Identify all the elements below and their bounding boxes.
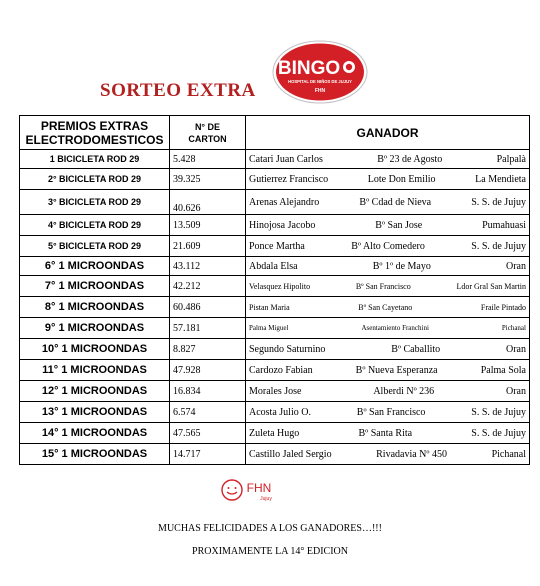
carton-cell: 5.428 bbox=[170, 150, 246, 169]
winner-cell bbox=[246, 276, 530, 297]
carton-cell: 16.834 bbox=[170, 381, 246, 402]
winner-cell bbox=[246, 423, 530, 444]
prize-cell: 4° BICICLETA ROD 29 bbox=[20, 215, 170, 236]
winner-city: S. S. de Jujuy bbox=[471, 406, 526, 418]
winner-cell bbox=[246, 318, 530, 339]
prize-cell: 3° BICICLETA ROD 29 bbox=[20, 190, 170, 215]
winner-city: S. S. de Jujuy bbox=[471, 196, 526, 208]
carton-cell: 40.626 bbox=[170, 190, 246, 215]
table-row bbox=[20, 236, 530, 257]
logo-mark: FHN bbox=[314, 88, 326, 94]
table-row bbox=[20, 381, 530, 402]
column-header-carton-line1: N° DE bbox=[194, 121, 221, 132]
column-header-winner: GANADOR bbox=[246, 116, 530, 150]
column-header-prize: PREMIOS EXTRAS ELECTRODOMESTICOS bbox=[20, 116, 170, 150]
next-edition-text: PROXIMAMENTE LA 14° EDICION bbox=[192, 546, 348, 557]
winner-name: Zuleta Hugo bbox=[249, 427, 300, 439]
table-row bbox=[20, 402, 530, 423]
winner-barrio: Asentamiento Franchini bbox=[361, 324, 429, 332]
winner-name: Cardozo Fabian bbox=[249, 364, 313, 376]
winner-name: Castillo Jaled Sergio bbox=[249, 448, 332, 460]
winner-cell bbox=[246, 215, 530, 236]
prize-cell: 12° 1 MICROONDAS bbox=[20, 381, 170, 402]
winner-cell bbox=[246, 444, 530, 465]
page-title: SORTEO EXTRA bbox=[100, 80, 256, 101]
winner-name: Palma Miguel bbox=[249, 324, 289, 332]
carton-cell: 8.827 bbox=[170, 339, 246, 360]
table-row bbox=[20, 190, 530, 215]
winners-table bbox=[19, 115, 530, 465]
carton-cell: 39.325 bbox=[170, 169, 246, 190]
winner-name: Ponce Martha bbox=[249, 240, 305, 252]
winner-cell bbox=[246, 169, 530, 190]
congratulations-text: MUCHAS FELICIDADES A LOS GANADORES…!!! bbox=[158, 523, 382, 534]
winner-name: Velasquez Hipolito bbox=[249, 281, 311, 291]
table-row bbox=[20, 318, 530, 339]
winner-city: Fraile Pintado bbox=[480, 302, 526, 312]
prize-cell: 15° 1 MICROONDAS bbox=[20, 444, 170, 465]
carton-cell: 43.112 bbox=[170, 257, 246, 276]
winner-city: Pichanal bbox=[501, 324, 526, 332]
winner-city: Ldor Gral San Martin bbox=[456, 281, 526, 291]
column-header-carton bbox=[170, 116, 246, 150]
prize-cell: 9° 1 MICROONDAS bbox=[20, 318, 170, 339]
winner-cell bbox=[246, 190, 530, 215]
winner-barrio: Bº San Cayetano bbox=[358, 302, 413, 312]
winner-cell bbox=[246, 150, 530, 169]
winner-barrio: Bº Nueva Esperanza bbox=[355, 364, 438, 376]
prize-cell: 7° 1 MICROONDAS bbox=[20, 276, 170, 297]
winner-barrio: Bº Alto Comedero bbox=[351, 240, 425, 252]
carton-cell: 47.928 bbox=[170, 360, 246, 381]
column-header-carton-line2: CARTON bbox=[188, 133, 227, 144]
winner-barrio: Bº Cdad de Nieva bbox=[359, 196, 432, 208]
winner-city: S. S. de Jujuy bbox=[471, 240, 526, 252]
table-row bbox=[20, 360, 530, 381]
carton-cell: 13.509 bbox=[170, 215, 246, 236]
winner-cell bbox=[246, 339, 530, 360]
winner-city: Pichanal bbox=[491, 448, 526, 460]
winner-cell bbox=[246, 297, 530, 318]
winner-barrio: Bº 1º de Mayo bbox=[372, 260, 431, 272]
carton-cell: 21.609 bbox=[170, 236, 246, 257]
winner-barrio: Bº San Jose bbox=[375, 219, 423, 231]
winner-name: Acosta Julio O. bbox=[249, 406, 311, 418]
table-row bbox=[20, 169, 530, 190]
winner-barrio: Lote Don Emilio bbox=[367, 173, 436, 185]
fhn-logo bbox=[219, 477, 283, 503]
prize-cell: 2° BICICLETA ROD 29 bbox=[20, 169, 170, 190]
prize-cell: 1 BICICLETA ROD 29 bbox=[20, 150, 170, 169]
winner-city: Palma Sola bbox=[480, 364, 526, 376]
footer-logo-sub: Jujuy bbox=[260, 496, 272, 502]
winner-name: Pistan Maria bbox=[249, 302, 290, 312]
winner-barrio: Bº Santa Rita bbox=[358, 427, 413, 439]
table-row bbox=[20, 297, 530, 318]
winner-name: Arenas Alejandro bbox=[249, 196, 320, 208]
winner-cell bbox=[246, 381, 530, 402]
carton-cell: 60.486 bbox=[170, 297, 246, 318]
table-row bbox=[20, 423, 530, 444]
prize-cell: 13° 1 MICROONDAS bbox=[20, 402, 170, 423]
winner-city: Oran bbox=[506, 385, 526, 397]
table-row bbox=[20, 444, 530, 465]
prize-cell: 11° 1 MICROONDAS bbox=[20, 360, 170, 381]
winner-city: S. S. de Jujuy bbox=[471, 427, 526, 439]
table-row bbox=[20, 339, 530, 360]
winner-cell bbox=[246, 402, 530, 423]
winner-city: Oran bbox=[505, 343, 526, 355]
winner-name: Abdala Elsa bbox=[249, 260, 298, 272]
bingo-logo bbox=[272, 40, 368, 104]
table-row bbox=[20, 276, 530, 297]
winner-barrio: Bº 23 de Agosto bbox=[377, 153, 443, 165]
winner-city: La Mendieta bbox=[475, 173, 526, 185]
winner-barrio: Bº San Francisco bbox=[355, 281, 411, 291]
prize-cell: 14° 1 MICROONDAS bbox=[20, 423, 170, 444]
prize-cell: 8° 1 MICROONDAS bbox=[20, 297, 170, 318]
winner-cell bbox=[246, 236, 530, 257]
table-row bbox=[20, 257, 530, 276]
carton-cell: 47.565 bbox=[170, 423, 246, 444]
winner-city: Oran bbox=[505, 260, 526, 272]
winner-name: Morales Jose bbox=[249, 385, 302, 397]
table-row bbox=[20, 150, 530, 169]
prize-cell: 10° 1 MICROONDAS bbox=[20, 339, 170, 360]
winner-barrio: Bº San Francisco bbox=[356, 406, 426, 418]
prize-cell: 6° 1 MICROONDAS bbox=[20, 257, 170, 276]
winner-cell bbox=[246, 360, 530, 381]
winner-barrio: Alberdi Nº 236 bbox=[373, 385, 435, 397]
winner-barrio: Rivadavia Nº 450 bbox=[376, 448, 448, 460]
winner-city: Pumahuasi bbox=[482, 219, 526, 231]
prize-cell: 5° BICICLETA ROD 29 bbox=[20, 236, 170, 257]
winner-name: Catari Juan Carlos bbox=[249, 153, 323, 165]
carton-cell: 14.717 bbox=[170, 444, 246, 465]
table-header-row bbox=[20, 116, 530, 150]
carton-cell: 6.574 bbox=[170, 402, 246, 423]
winner-cell bbox=[246, 257, 530, 276]
table-row bbox=[20, 215, 530, 236]
winner-name: Hinojosa Jacobo bbox=[249, 219, 316, 231]
logo-subtext: HOSPITAL DE NIÑOS DE JUJUY bbox=[288, 79, 352, 84]
carton-cell: 57.181 bbox=[170, 318, 246, 339]
logo-text: BINGO bbox=[277, 58, 341, 79]
winner-barrio: Bº Caballito bbox=[391, 343, 441, 355]
winner-city: Palpalà bbox=[496, 153, 526, 165]
winner-name: Gutierrez Francisco bbox=[249, 173, 329, 185]
footer-logo-mark: FHN bbox=[246, 481, 272, 495]
carton-cell: 42.212 bbox=[170, 276, 246, 297]
winner-name: Segundo Saturnino bbox=[249, 343, 326, 355]
